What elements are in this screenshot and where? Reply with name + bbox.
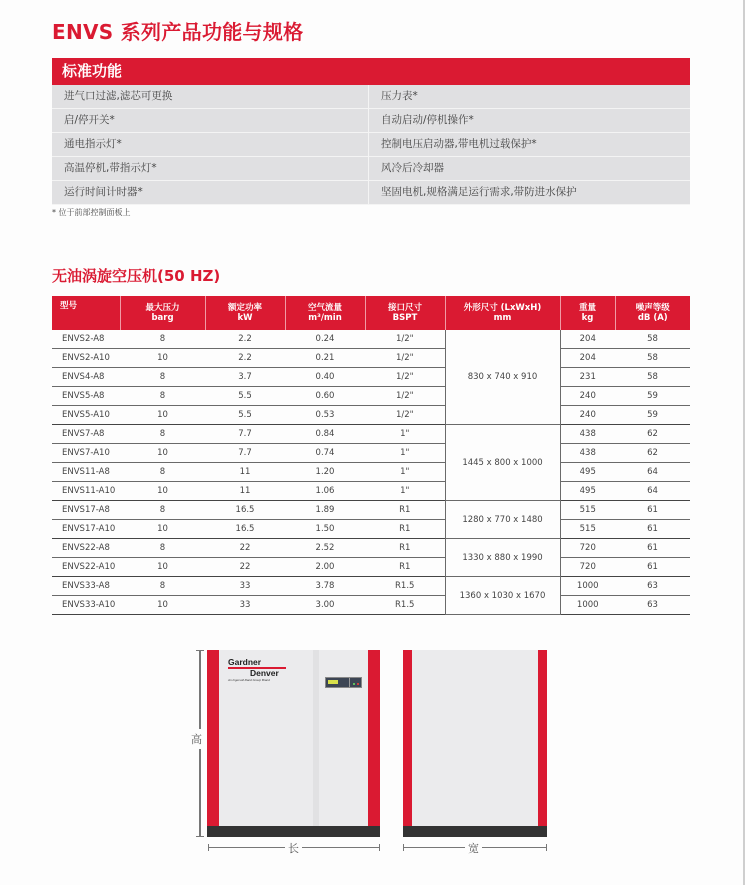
spec-header-main: 外形尺寸 (LxWxH) <box>463 303 542 313</box>
spec-cell-model: ENVS17-A8 <box>52 501 120 520</box>
spec-cell-pressure: 8 <box>120 387 205 406</box>
features-heading: 标准功能 <box>52 58 690 85</box>
spec-cell-flow: 0.40 <box>285 368 365 387</box>
feature-right: 自动启动/停机操作* <box>369 109 690 132</box>
spec-row <box>52 482 690 501</box>
spec-cell-noise: 61 <box>615 558 690 577</box>
spec-cell-noise: 63 <box>615 577 690 596</box>
spec-cell-model: ENVS11-A8 <box>52 463 120 482</box>
width-tick-left <box>403 844 404 851</box>
spec-header-unit: dB (A) <box>637 313 668 323</box>
feature-left: 高温停机,带指示灯* <box>52 157 369 180</box>
spec-header-cell <box>445 296 560 330</box>
spec-cell-model: ENVS2-A8 <box>52 330 120 349</box>
spec-cell-power: 7.7 <box>205 444 285 463</box>
spec-cell-port: 1" <box>365 444 445 463</box>
spec-cell-weight: 495 <box>560 482 615 501</box>
spec-cell-weight: 720 <box>560 558 615 577</box>
feature-left: 运行时间计时器* <box>52 181 369 204</box>
spec-cell-noise: 61 <box>615 539 690 558</box>
feature-left: 通电指示灯* <box>52 133 369 156</box>
spec-cell-port: 1" <box>365 463 445 482</box>
spec-cell-dimensions: 1445 x 800 x 1000 <box>445 425 560 501</box>
spec-cell-port: R1.5 <box>365 596 445 615</box>
spec-cell-dimensions: 830 x 740 x 910 <box>445 330 560 425</box>
spec-cell-flow: 2.52 <box>285 539 365 558</box>
spec-row <box>52 501 690 520</box>
spec-cell-power: 11 <box>205 463 285 482</box>
feature-row <box>52 109 690 133</box>
spec-cell-weight: 438 <box>560 444 615 463</box>
spec-cell-model: ENVS5-A10 <box>52 406 120 425</box>
spec-cell-port: R1 <box>365 539 445 558</box>
spec-cell-model: ENVS7-A10 <box>52 444 120 463</box>
spec-cell-dimensions: 1280 x 770 x 1480 <box>445 501 560 539</box>
spec-cell-dimensions: 1330 x 880 x 1990 <box>445 539 560 577</box>
spec-header-unit: barg <box>151 313 174 323</box>
spec-cell-noise: 58 <box>615 349 690 368</box>
spec-header-unit: kW <box>237 313 253 323</box>
spec-row <box>52 425 690 444</box>
spec-cell-noise: 59 <box>615 406 690 425</box>
spec-cell-model: ENVS5-A8 <box>52 387 120 406</box>
spec-row <box>52 520 690 539</box>
length-tick-left <box>208 844 209 851</box>
spec-cell-weight: 204 <box>560 330 615 349</box>
spec-row <box>52 463 690 482</box>
spec-header-cell <box>365 296 445 330</box>
spec-cell-flow: 0.74 <box>285 444 365 463</box>
spec-header-main: 最大压力 <box>145 303 180 313</box>
spec-cell-model: ENVS17-A10 <box>52 520 120 539</box>
height-tick-bottom <box>196 836 204 837</box>
spec-cell-flow: 1.50 <box>285 520 365 539</box>
spec-cell-power: 7.7 <box>205 425 285 444</box>
spec-cell-weight: 1000 <box>560 596 615 615</box>
spec-cell-model: ENVS33-A8 <box>52 577 120 596</box>
spec-cell-port: 1/2" <box>365 387 445 406</box>
spec-cell-dimensions: 1360 x 1030 x 1670 <box>445 577 560 615</box>
feature-right: 坚固电机,规格满足运行需求,带防进水保护 <box>369 181 690 204</box>
spec-header-cell <box>560 296 615 330</box>
spec-cell-port: 1/2" <box>365 330 445 349</box>
spec-cell-port: 1/2" <box>365 406 445 425</box>
spec-header-main: 噪声等级 <box>635 303 670 313</box>
spec-cell-power: 5.5 <box>205 387 285 406</box>
spec-cell-pressure: 10 <box>120 349 205 368</box>
spec-cell-port: 1/2" <box>365 349 445 368</box>
spec-cell-flow: 1.20 <box>285 463 365 482</box>
spec-cell-weight: 1000 <box>560 577 615 596</box>
feature-row <box>52 157 690 181</box>
side-base <box>403 826 547 837</box>
spec-cell-pressure: 10 <box>120 596 205 615</box>
front-left-red-panel <box>207 650 219 826</box>
spec-cell-noise: 61 <box>615 520 690 539</box>
spec-cell-power: 22 <box>205 539 285 558</box>
spec-cell-port: R1.5 <box>365 577 445 596</box>
spec-cell-weight: 231 <box>560 368 615 387</box>
spec-cell-noise: 62 <box>615 444 690 463</box>
front-right-red-panel <box>368 650 380 826</box>
spec-cell-flow: 0.84 <box>285 425 365 444</box>
spec-cell-pressure: 10 <box>120 520 205 539</box>
spec-cell-pressure: 8 <box>120 463 205 482</box>
spec-cell-power: 2.2 <box>205 349 285 368</box>
spec-cell-power: 33 <box>205 577 285 596</box>
height-tick-top <box>196 650 204 651</box>
spec-cell-pressure: 8 <box>120 425 205 444</box>
feature-right: 风冷后冷却器 <box>369 157 690 180</box>
spec-cell-flow: 3.00 <box>285 596 365 615</box>
front-base <box>207 826 380 837</box>
spec-cell-model: ENVS33-A10 <box>52 596 120 615</box>
spec-cell-pressure: 8 <box>120 330 205 349</box>
spec-cell-power: 11 <box>205 482 285 501</box>
spec-cell-weight: 240 <box>560 387 615 406</box>
spec-cell-flow: 0.21 <box>285 349 365 368</box>
spec-header-cell <box>285 296 365 330</box>
spec-cell-power: 16.5 <box>205 520 285 539</box>
spec-row <box>52 558 690 577</box>
spec-header-cell <box>52 296 120 330</box>
spec-row <box>52 349 690 368</box>
spec-row <box>52 577 690 596</box>
spec-cell-flow: 1.06 <box>285 482 365 501</box>
spec-row <box>52 368 690 387</box>
spec-cell-power: 16.5 <box>205 501 285 520</box>
spec-cell-model: ENVS11-A10 <box>52 482 120 501</box>
spec-header-cell <box>205 296 285 330</box>
spec-cell-power: 5.5 <box>205 406 285 425</box>
width-label: 宽 <box>465 840 482 856</box>
feature-row <box>52 133 690 157</box>
spec-cell-port: R1 <box>365 558 445 577</box>
spec-row <box>52 330 690 349</box>
side-left-red-panel <box>403 650 412 826</box>
gardner-denver-logo: Gardner Denver An Ingersoll Rand Group Brand <box>228 658 298 682</box>
spec-table <box>52 296 690 615</box>
spec-cell-flow: 0.24 <box>285 330 365 349</box>
spec-cell-model: ENVS22-A10 <box>52 558 120 577</box>
spec-cell-power: 22 <box>205 558 285 577</box>
spec-cell-port: 1" <box>365 482 445 501</box>
spec-cell-model: ENVS22-A8 <box>52 539 120 558</box>
spec-cell-pressure: 10 <box>120 558 205 577</box>
feature-row <box>52 181 690 205</box>
features-footnote: * 位于前部控制面板上 <box>52 208 131 217</box>
spec-cell-weight: 438 <box>560 425 615 444</box>
page-title: ENVS 系列产品功能与规格 <box>52 20 304 44</box>
height-label: 高 <box>191 729 202 749</box>
spec-cell-weight: 720 <box>560 539 615 558</box>
spec-cell-power: 2.2 <box>205 330 285 349</box>
feature-left: 进气口过滤,滤芯可更换 <box>52 85 369 108</box>
spec-cell-noise: 62 <box>615 425 690 444</box>
spec-header-main: 接口尺寸 <box>387 303 422 313</box>
standard-features-table <box>52 58 690 205</box>
door-seam <box>313 650 319 826</box>
spec-cell-pressure: 8 <box>120 501 205 520</box>
length-label: 长 <box>285 840 302 856</box>
spec-cell-flow: 2.00 <box>285 558 365 577</box>
spec-cell-port: R1 <box>365 520 445 539</box>
spec-section-title: 无油涡旋空压机(50 HZ) <box>52 267 221 285</box>
spec-row <box>52 406 690 425</box>
spec-header-cell <box>120 296 205 330</box>
feature-row <box>52 85 690 109</box>
spec-cell-pressure: 10 <box>120 406 205 425</box>
spec-header-unit: kg <box>581 313 594 323</box>
spec-row <box>52 539 690 558</box>
spec-cell-weight: 204 <box>560 349 615 368</box>
spec-cell-weight: 495 <box>560 463 615 482</box>
feature-right: 控制电压启动器,带电机过载保护* <box>369 133 690 156</box>
spec-header-cell <box>615 296 690 330</box>
spec-cell-model: ENVS7-A8 <box>52 425 120 444</box>
spec-cell-weight: 515 <box>560 501 615 520</box>
spec-cell-model: ENVS2-A10 <box>52 349 120 368</box>
spec-header-main: 型号 <box>60 301 78 311</box>
spec-cell-flow: 3.78 <box>285 577 365 596</box>
spec-row <box>52 444 690 463</box>
spec-header-main: 空气流量 <box>307 303 342 313</box>
control-panel <box>325 677 362 688</box>
spec-cell-noise: 64 <box>615 463 690 482</box>
spec-header-unit: m³/min <box>308 313 342 323</box>
spec-cell-noise: 59 <box>615 387 690 406</box>
spec-cell-power: 33 <box>205 596 285 615</box>
spec-header-main: 重量 <box>578 303 596 313</box>
spec-cell-flow: 1.89 <box>285 501 365 520</box>
length-tick-right <box>379 844 380 851</box>
spec-cell-port: R1 <box>365 501 445 520</box>
width-tick-right <box>546 844 547 851</box>
spec-cell-weight: 240 <box>560 406 615 425</box>
spec-cell-model: ENVS4-A8 <box>52 368 120 387</box>
spec-cell-pressure: 8 <box>120 539 205 558</box>
spec-cell-flow: 0.53 <box>285 406 365 425</box>
spec-cell-noise: 58 <box>615 368 690 387</box>
spec-cell-pressure: 8 <box>120 368 205 387</box>
spec-header-unit: mm <box>493 313 512 323</box>
feature-right: 压力表* <box>369 85 690 108</box>
spec-header-main: 额定功率 <box>227 303 262 313</box>
spec-cell-pressure: 8 <box>120 577 205 596</box>
side-view-unit <box>403 650 547 826</box>
side-right-red-panel <box>538 650 547 826</box>
spec-cell-power: 3.7 <box>205 368 285 387</box>
spec-row <box>52 387 690 406</box>
spec-cell-port: 1" <box>365 425 445 444</box>
spec-cell-noise: 58 <box>615 330 690 349</box>
spec-header-unit: BSPT <box>392 313 418 323</box>
spec-cell-port: 1/2" <box>365 368 445 387</box>
spec-cell-flow: 0.60 <box>285 387 365 406</box>
spec-cell-weight: 515 <box>560 520 615 539</box>
spec-row <box>52 596 690 615</box>
spec-cell-pressure: 10 <box>120 444 205 463</box>
feature-left: 启/停开关* <box>52 109 369 132</box>
spec-cell-pressure: 10 <box>120 482 205 501</box>
spec-cell-noise: 63 <box>615 596 690 615</box>
spec-cell-noise: 61 <box>615 501 690 520</box>
spec-cell-noise: 64 <box>615 482 690 501</box>
